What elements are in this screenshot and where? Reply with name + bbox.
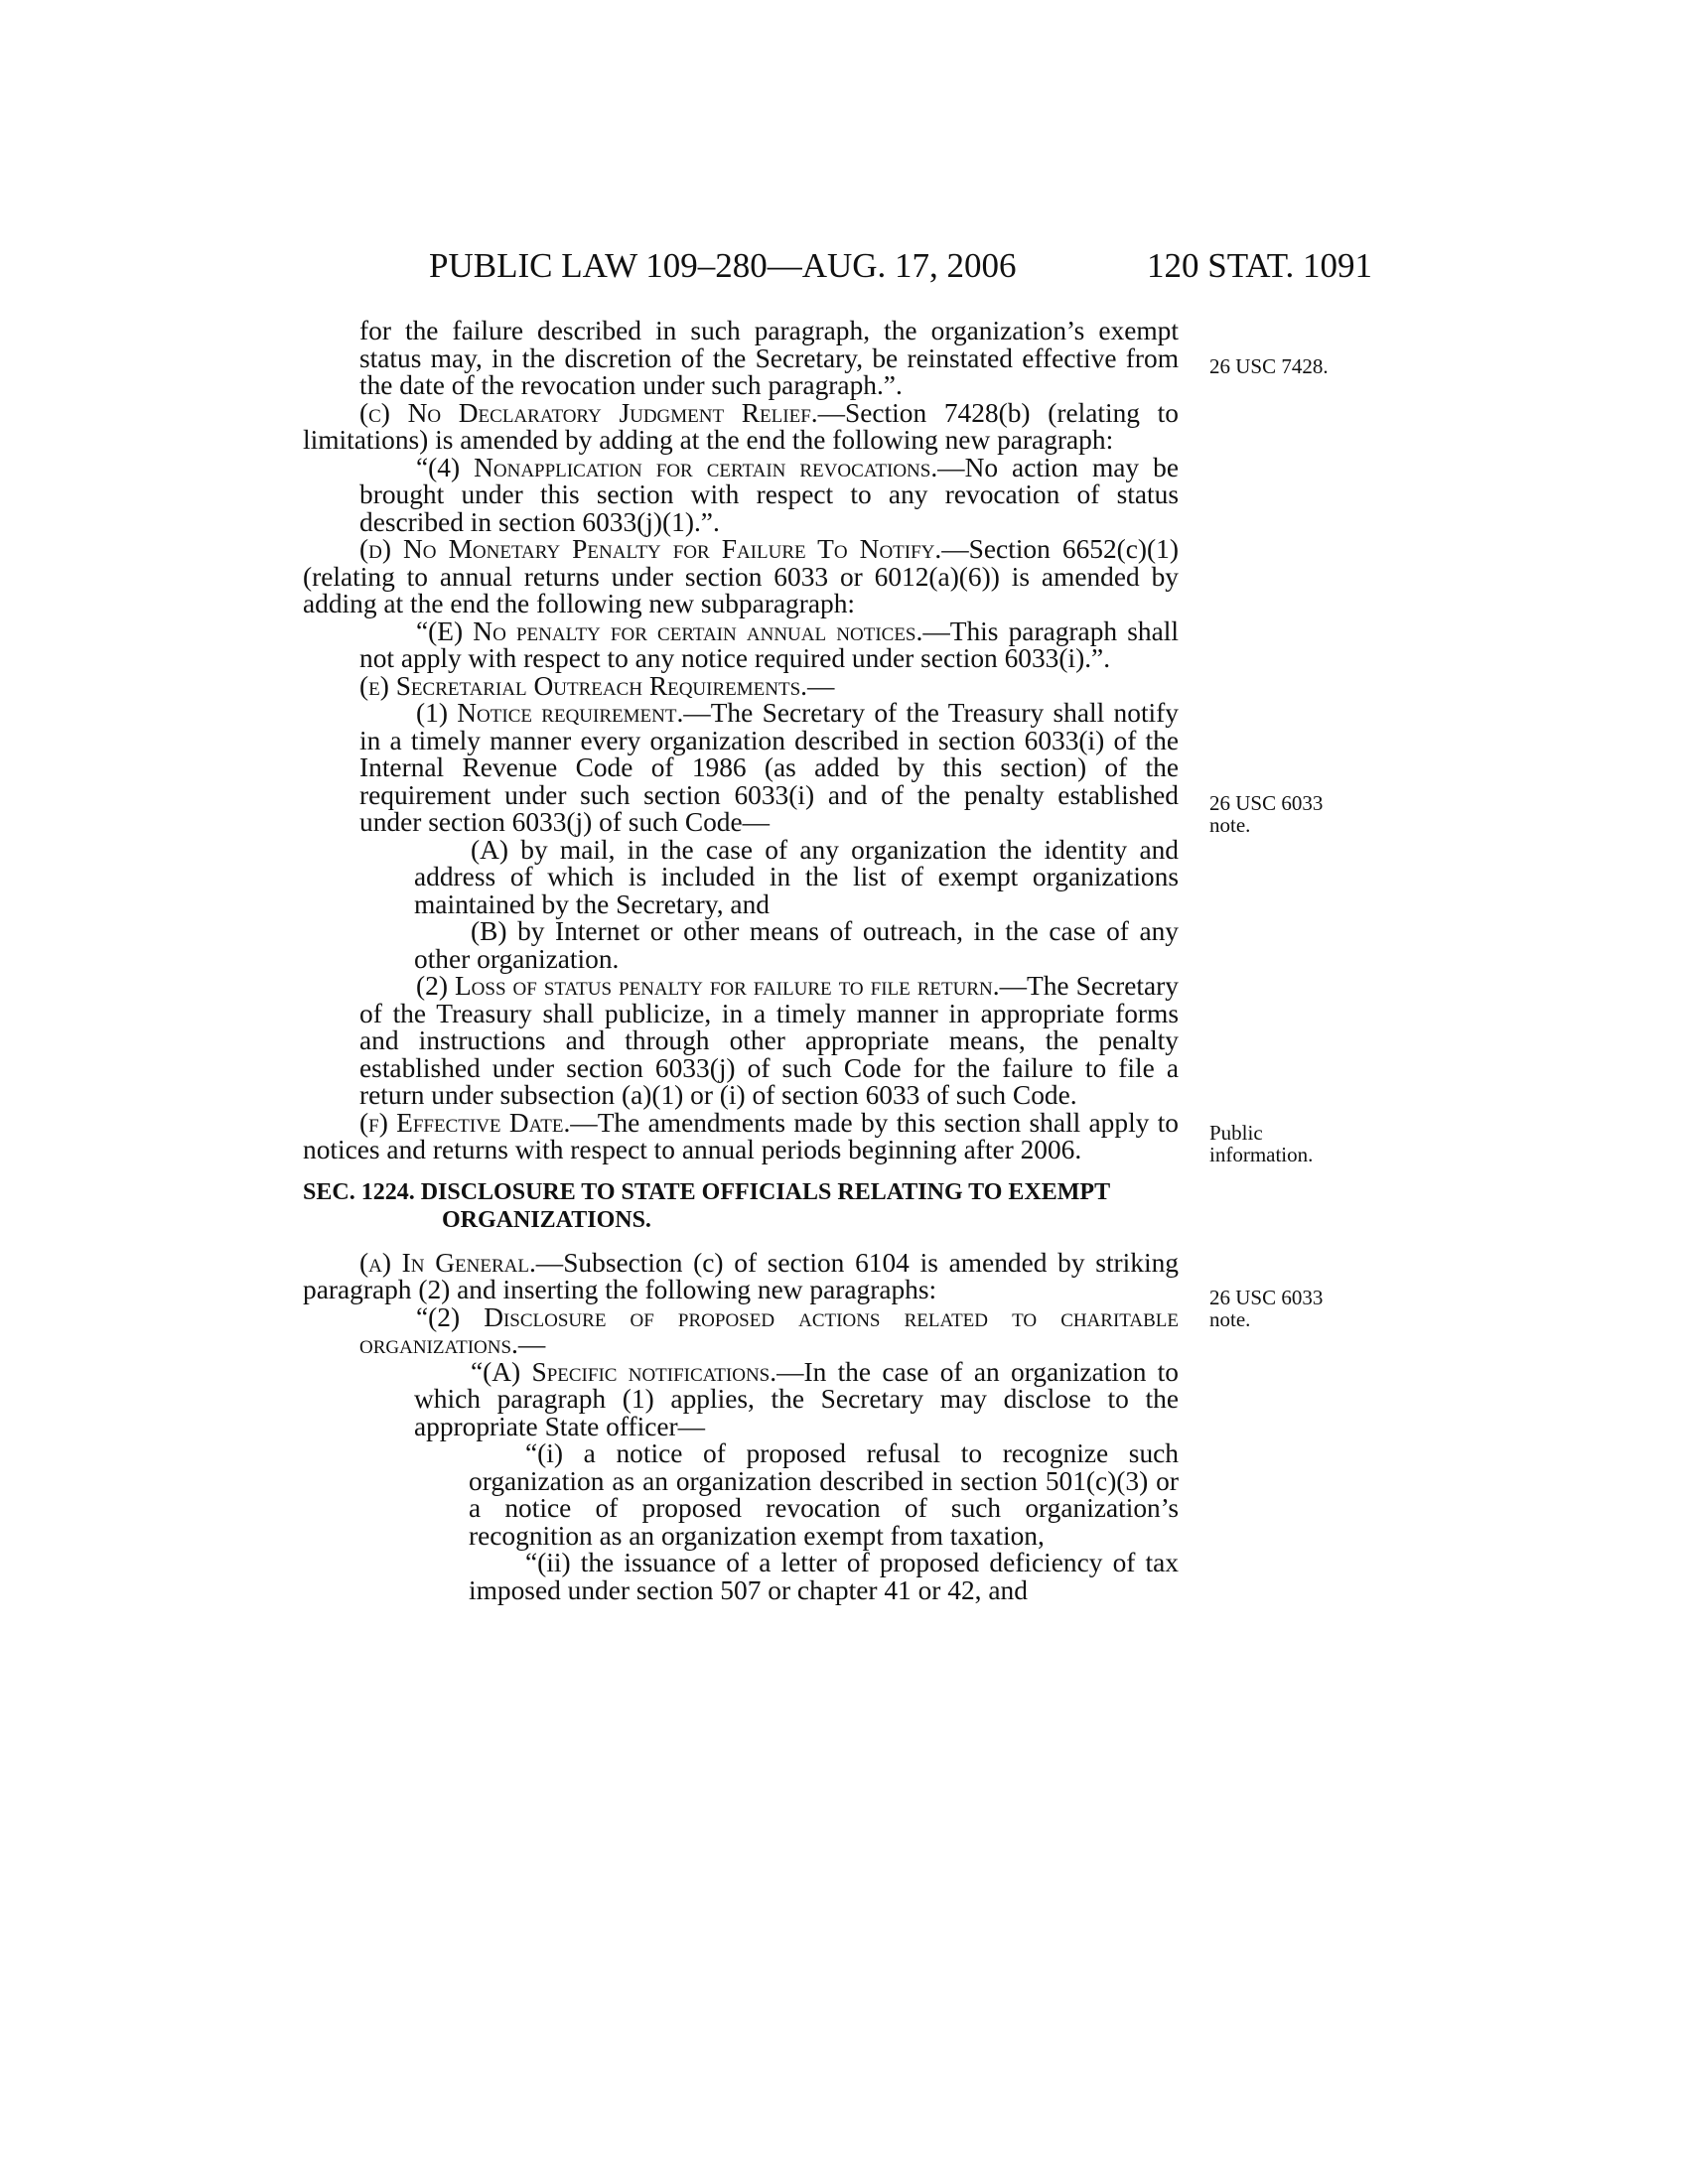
subsection-heading: (e) Secretarial Outreach Requirements.— bbox=[359, 670, 835, 701]
subsection-text: Subsection (c) of section 6104 is amended by striking paragraph (2) and inserting the following new paragraphs: bbox=[303, 1247, 1179, 1304]
paragraph-heading: (2) Loss of status penalty for failure to file return.— bbox=[416, 971, 1027, 1001]
running-header-title: PUBLIC LAW 109–280—AUG. 17, 2006 bbox=[429, 246, 1017, 285]
paragraph-text: No action may be brought under this section with respect to any revocation of status described in section 6033(j)(1).”. bbox=[359, 452, 1179, 537]
subsection-c bbox=[303, 397, 1179, 455]
subsection-f bbox=[303, 1107, 1179, 1164]
quoted-subparagraph-e bbox=[303, 615, 1179, 673]
subsection-text: Section 7428(b) (relating to limitations) is amended by adding at the end the following new paragraph: bbox=[303, 397, 1179, 455]
subsection-heading: (c) No Declaratory Judgment Relief.— bbox=[359, 397, 845, 428]
subsection-a bbox=[303, 1247, 1179, 1304]
subparagraph-heading: “(E) No penalty for certain annual notices.— bbox=[416, 615, 950, 646]
quoted-paragraph-4 bbox=[303, 452, 1179, 537]
subparagraph-text: This paragraph shall not apply with respect to any notice required under section 6033(i).”. bbox=[359, 615, 1179, 673]
paragraph-text: The Secretary of the Treasury shall publicize, in a timely manner in appropriate forms and instructions and through other appropriate means, the penalty established under section 6033(j) of such Code for the failure to file a return under subsection (a)(1) or (i) of section 6033 of such Code. bbox=[359, 971, 1179, 1110]
margin-note-citation: 26 USC 6033 bbox=[1209, 791, 1324, 815]
clause-a: (A) by mail, in the case of any organization the identity and address of which is included in the list of exempt organizations maintained by the Secretary, and bbox=[414, 834, 1179, 919]
margin-note-public-information: Public bbox=[1209, 1121, 1263, 1145]
page-number: 120 STAT. 1091 bbox=[1147, 246, 1372, 285]
clause-ii: “(ii) the issuance of a letter of proposed deficiency of tax imposed under section 507 or chapter 41 or 42, and bbox=[469, 1548, 1179, 1605]
margin-note-citation: 26 USC 6033 bbox=[1209, 1286, 1324, 1309]
margin-note-public-information: information. bbox=[1209, 1143, 1314, 1166]
subsection-d bbox=[303, 536, 1179, 618]
subsection-e bbox=[303, 670, 1179, 701]
subsection-text: The amendments made by this section shall apply to notices and returns with respect to annual periods beginning after 2006. bbox=[303, 1107, 1179, 1164]
paragraph-heading: “(4) Nonapplication for certain revocations.— bbox=[416, 452, 965, 482]
subparagraph-heading: “(A) Specific notifications.— bbox=[471, 1356, 804, 1387]
subsection-heading: (a) In General.— bbox=[359, 1247, 564, 1278]
paragraph-1 bbox=[303, 700, 1179, 837]
subparagraph-a bbox=[303, 1356, 1179, 1441]
subsection-text: Section 6652(c)(1) (relating to annual returns under section 6033 or 6012(a)(6)) is amended by adding at the end the following new subparagraph: bbox=[303, 534, 1179, 618]
margin-note-citation: note. bbox=[1209, 813, 1251, 837]
subsection-heading: (f) Effective Date.— bbox=[359, 1107, 598, 1138]
clause-b: (B) by Internet or other means of outreach, in the case of any other organization. bbox=[414, 916, 1179, 974]
paragraph: for the failure described in such paragraph, the organization’s exempt status may, in the discretion of the Secretary, be reinstated effective from the date of the revocation under such paragraph.”. bbox=[359, 316, 1179, 400]
margin-note-citation: note. bbox=[1209, 1307, 1251, 1331]
paragraph-text: The Secretary of the Treasury shall notify in a timely manner every organization described in section 6033(i) of the Internal Revenue Code of 1986 (as added by this section) of the requirement under such section 6033(i) and of the penalty established under section 6033(j) of such Code— bbox=[359, 698, 1179, 837]
margin-note-citation: 26 USC 7428. bbox=[1209, 354, 1329, 378]
subsection-heading: (d) No Monetary Penalty for Failure To Notify.— bbox=[359, 534, 969, 564]
page-body bbox=[303, 318, 1179, 1604]
quoted-paragraph-2 bbox=[303, 1301, 1179, 1359]
paragraph-heading: (1) Notice requirement.— bbox=[416, 698, 711, 728]
clause-i: “(i) a notice of proposed refusal to recognize such organization as an organization described in section 501(c)(3) or a notice of proposed revocation of such organization’s recognition as an organization exempt from taxation, bbox=[469, 1438, 1179, 1551]
section-heading: SEC. 1224. DISCLOSURE TO STATE OFFICIALS RELATING TO EXEMPT ORGANIZATIONS. bbox=[303, 1178, 1110, 1233]
subparagraph-text: In the case of an organization to which paragraph (1) applies, the Secretary may disclose to the appropriate State officer— bbox=[414, 1356, 1179, 1441]
paragraph-2 bbox=[303, 973, 1179, 1110]
paragraph-heading: “(2) Disclosure of proposed actions related to charitable organizations.— bbox=[359, 1301, 1179, 1359]
